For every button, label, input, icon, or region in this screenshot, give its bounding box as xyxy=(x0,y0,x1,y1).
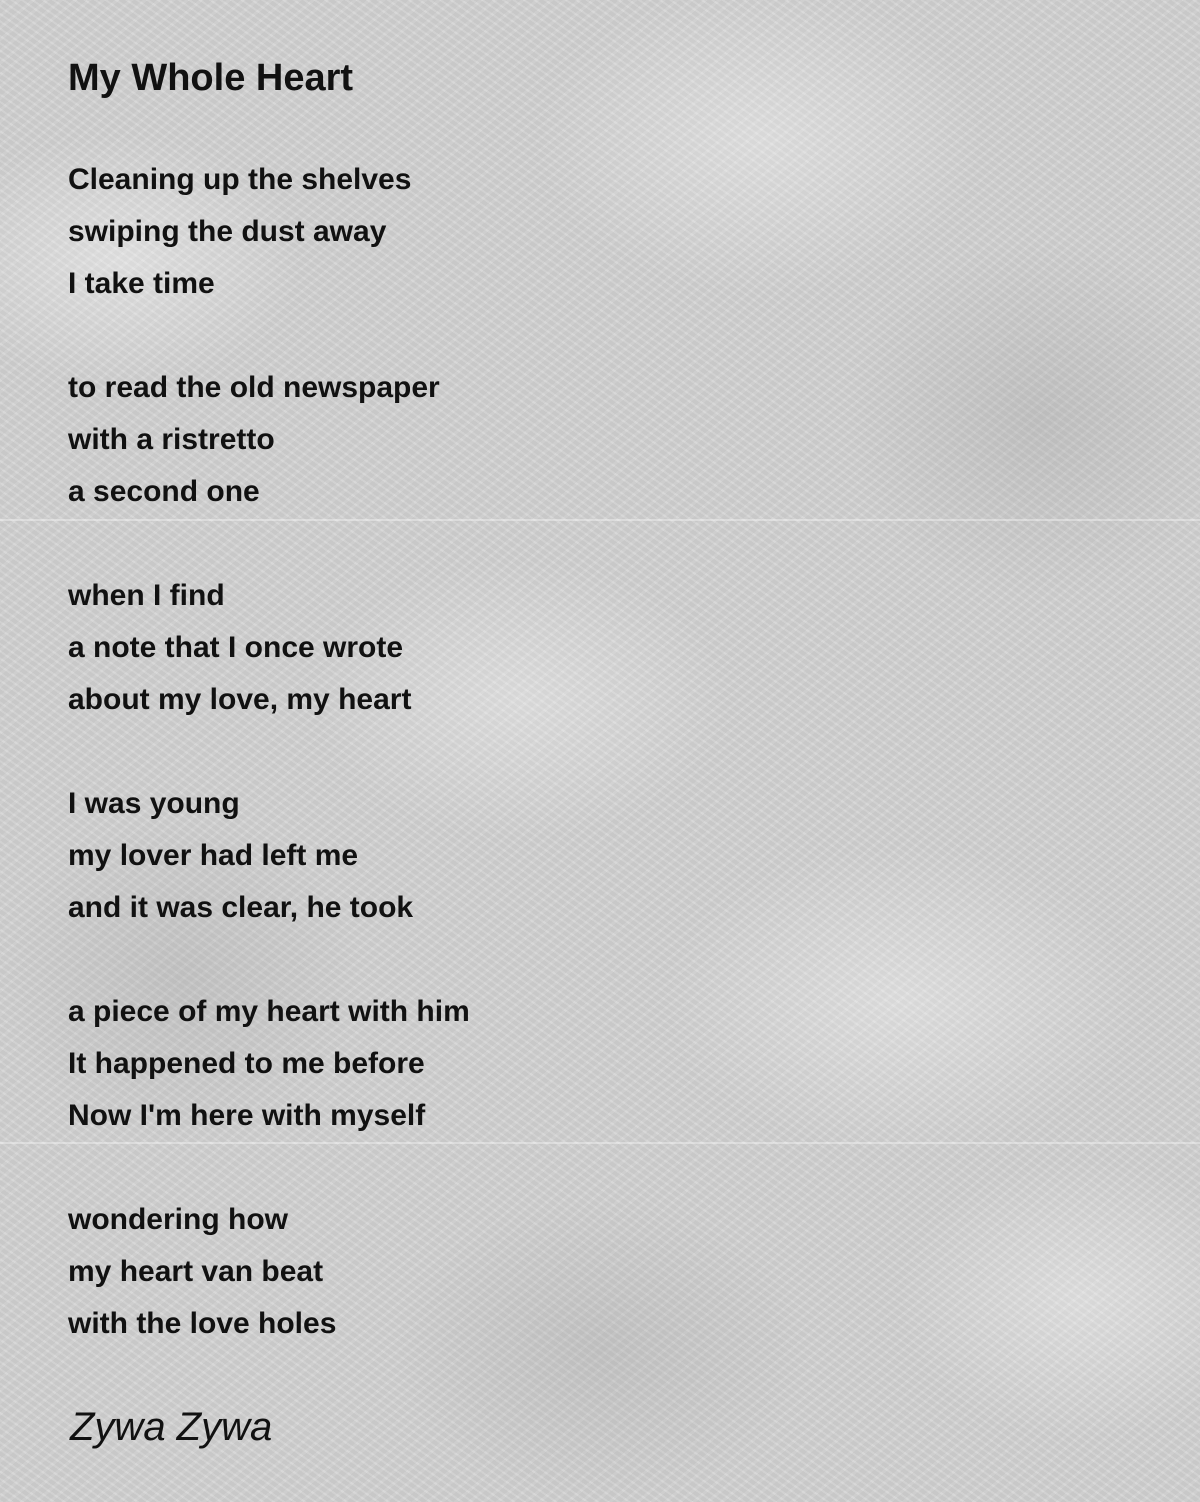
poem-line: I was young xyxy=(68,787,240,820)
stanza-3 xyxy=(68,570,470,726)
poem-line: to read the old newspaper xyxy=(68,371,440,404)
poem-line: about my love, my heart xyxy=(68,683,412,716)
stanza-4 xyxy=(68,778,470,934)
poem-line: I take time xyxy=(68,267,215,300)
poem-line: a note that I once wrote xyxy=(68,631,404,664)
poem-line: It happened to me before xyxy=(68,1047,425,1080)
poem-title: My Whole Heart xyxy=(68,57,354,99)
poem-line: Cleaning up the shelves xyxy=(68,163,412,196)
poem-line: with the love holes xyxy=(68,1307,337,1340)
poem-line: swiping the dust away xyxy=(68,215,387,248)
poem-line: Now I'm here with myself xyxy=(68,1099,426,1132)
stanza-2 xyxy=(68,362,470,518)
poem-line: a second one xyxy=(68,475,260,508)
poem-line: a piece of my heart with him xyxy=(68,995,470,1028)
poem-body xyxy=(68,154,470,1402)
poem-line: wondering how xyxy=(68,1203,288,1236)
poem-line: my heart van beat xyxy=(68,1255,324,1288)
stanza-6 xyxy=(68,1194,470,1350)
poem-line: and it was clear, he took xyxy=(68,891,414,924)
poem-line: when I find xyxy=(68,579,225,612)
poem-line: with a ristretto xyxy=(68,423,275,456)
stanza-5 xyxy=(68,986,470,1142)
poem-line: my lover had left me xyxy=(68,839,359,872)
stanza-1 xyxy=(68,154,470,310)
poem-author: Zywa Zywa xyxy=(70,1405,273,1449)
